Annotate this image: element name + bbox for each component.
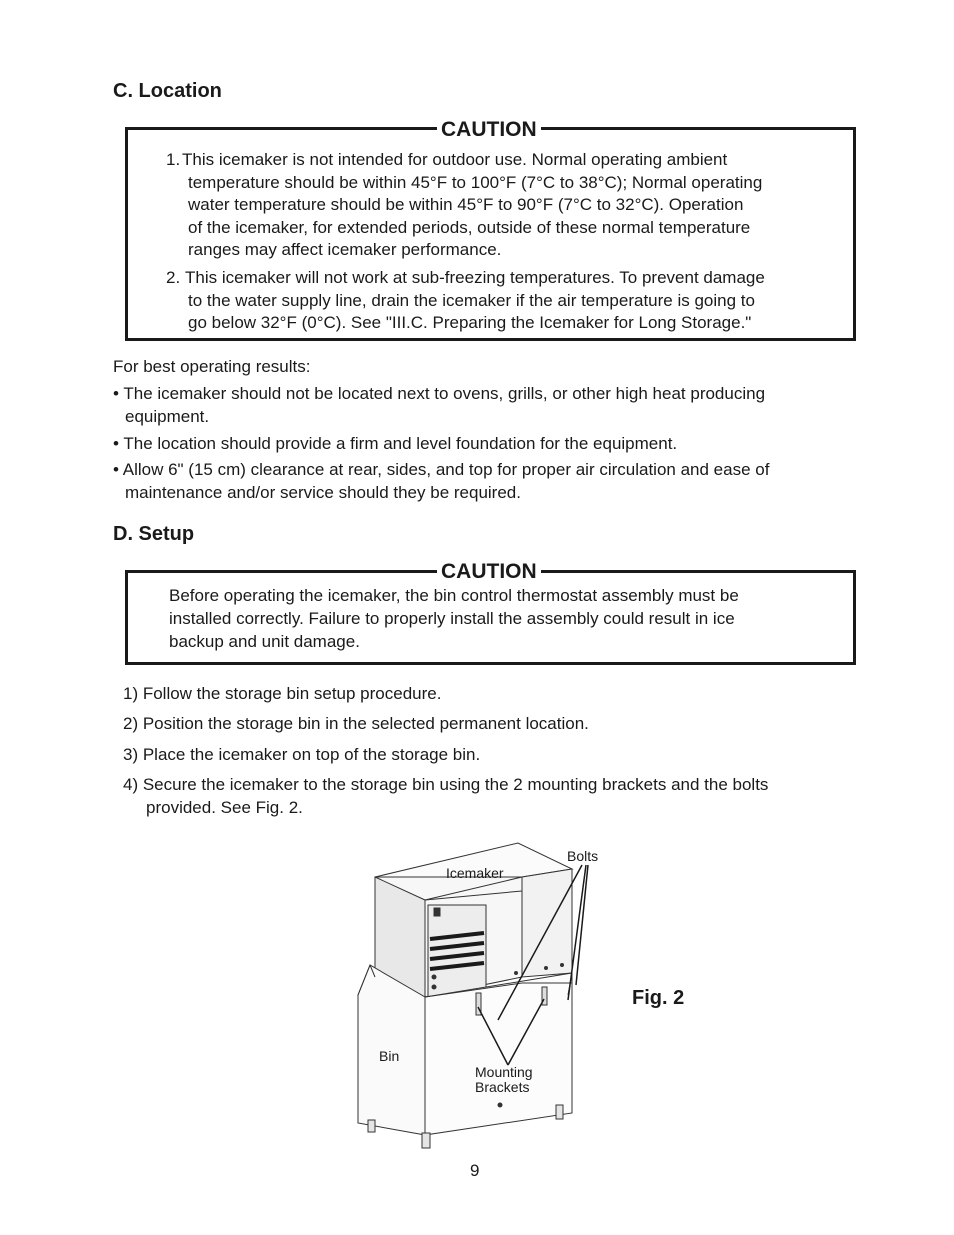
setup-step-line: provided. See Fig. 2. — [146, 798, 303, 817]
section-heading-location: C. Location — [113, 80, 222, 102]
setup-caution-line: Before operating the icemaker, the bin control thermostat assembly must be — [169, 586, 739, 605]
setup-caution-line: backup and unit damage. — [169, 632, 360, 651]
bolts-label: Bolts — [567, 848, 599, 864]
bullet-line: • Allow 6" (15 cm) clearance at rear, sides, and top for proper air circulation and ease of — [113, 460, 770, 479]
setup-step-4 — [123, 773, 853, 819]
mounting-brackets-label — [475, 1065, 533, 1095]
caution-item-line: This icemaker will not work at sub-freezing temperatures. To prevent damage — [185, 268, 765, 287]
setup-step-1 — [123, 682, 441, 705]
setup-step-line: 2) Position the storage bin in the selected permanent location. — [123, 714, 589, 733]
caution-item-line: ranges may affect icemaker performance. — [188, 240, 502, 259]
figure-caption: Fig. 2 — [632, 987, 685, 1009]
bullet-line: maintenance and/or service should they be required. — [125, 483, 521, 502]
icemaker-bin-illustration — [350, 835, 620, 1155]
setup-step-2 — [123, 712, 589, 735]
bullet-item-2 — [113, 432, 853, 455]
caution-item-line: This icemaker is not intended for outdoor use. Normal operating ambient — [182, 150, 728, 169]
bullet-line: • The icemaker should not be located next to ovens, grills, or other high heat producing — [113, 384, 766, 403]
page-number: 9 — [470, 1161, 480, 1180]
setup-step-line: 1) Follow the storage bin setup procedure. — [123, 684, 442, 703]
bullet-line: equipment. — [125, 407, 210, 426]
bullet-item-3 — [113, 458, 853, 504]
caution-item-line: temperature should be within 45°F to 100°F (7°C to 38°C); Normal operating — [188, 172, 763, 192]
icemaker-label: Icemaker — [446, 865, 504, 881]
bin-label: Bin — [379, 1048, 400, 1064]
caution-item-line: to the water supply line, drain the icemaker if the air temperature is going to — [188, 290, 755, 310]
setup-step-3 — [123, 743, 480, 766]
brackets-label-line: Brackets — [475, 1079, 530, 1095]
setup-step-line: 3) Place the icemaker on top of the storage bin. — [123, 745, 481, 764]
mounting-label-line: Mounting — [475, 1064, 533, 1080]
section-heading-setup: D. Setup — [113, 523, 195, 545]
caution-item-number: 1. — [166, 150, 181, 169]
best-results-intro: For best operating results: — [113, 357, 311, 376]
caution-item-line: of the icemaker, for extended periods, outside of these normal temperature — [188, 217, 751, 237]
setup-caution-line: installed correctly. Failure to properly install the assembly could result in ice — [169, 609, 735, 628]
setup-caution-text — [169, 584, 849, 653]
caution-label-setup: CAUTION — [437, 560, 541, 584]
caution-item-number: 2. — [166, 268, 181, 287]
setup-step-line: 4) Secure the icemaker to the storage bin using the 2 mounting brackets and the bolts — [123, 775, 769, 794]
bullet-item-1 — [113, 382, 853, 428]
caution-label-location: CAUTION — [437, 118, 541, 142]
bullet-line: • The location should provide a firm and level foundation for the equipment. — [113, 434, 678, 453]
caution-item-line: water temperature should be within 45°F to 90°F (7°C to 32°C). Operation — [188, 195, 744, 214]
caution-item-line: go below 32°F (0°C). See "III.C. Preparing the Icemaker for Long Storage." — [188, 313, 752, 332]
